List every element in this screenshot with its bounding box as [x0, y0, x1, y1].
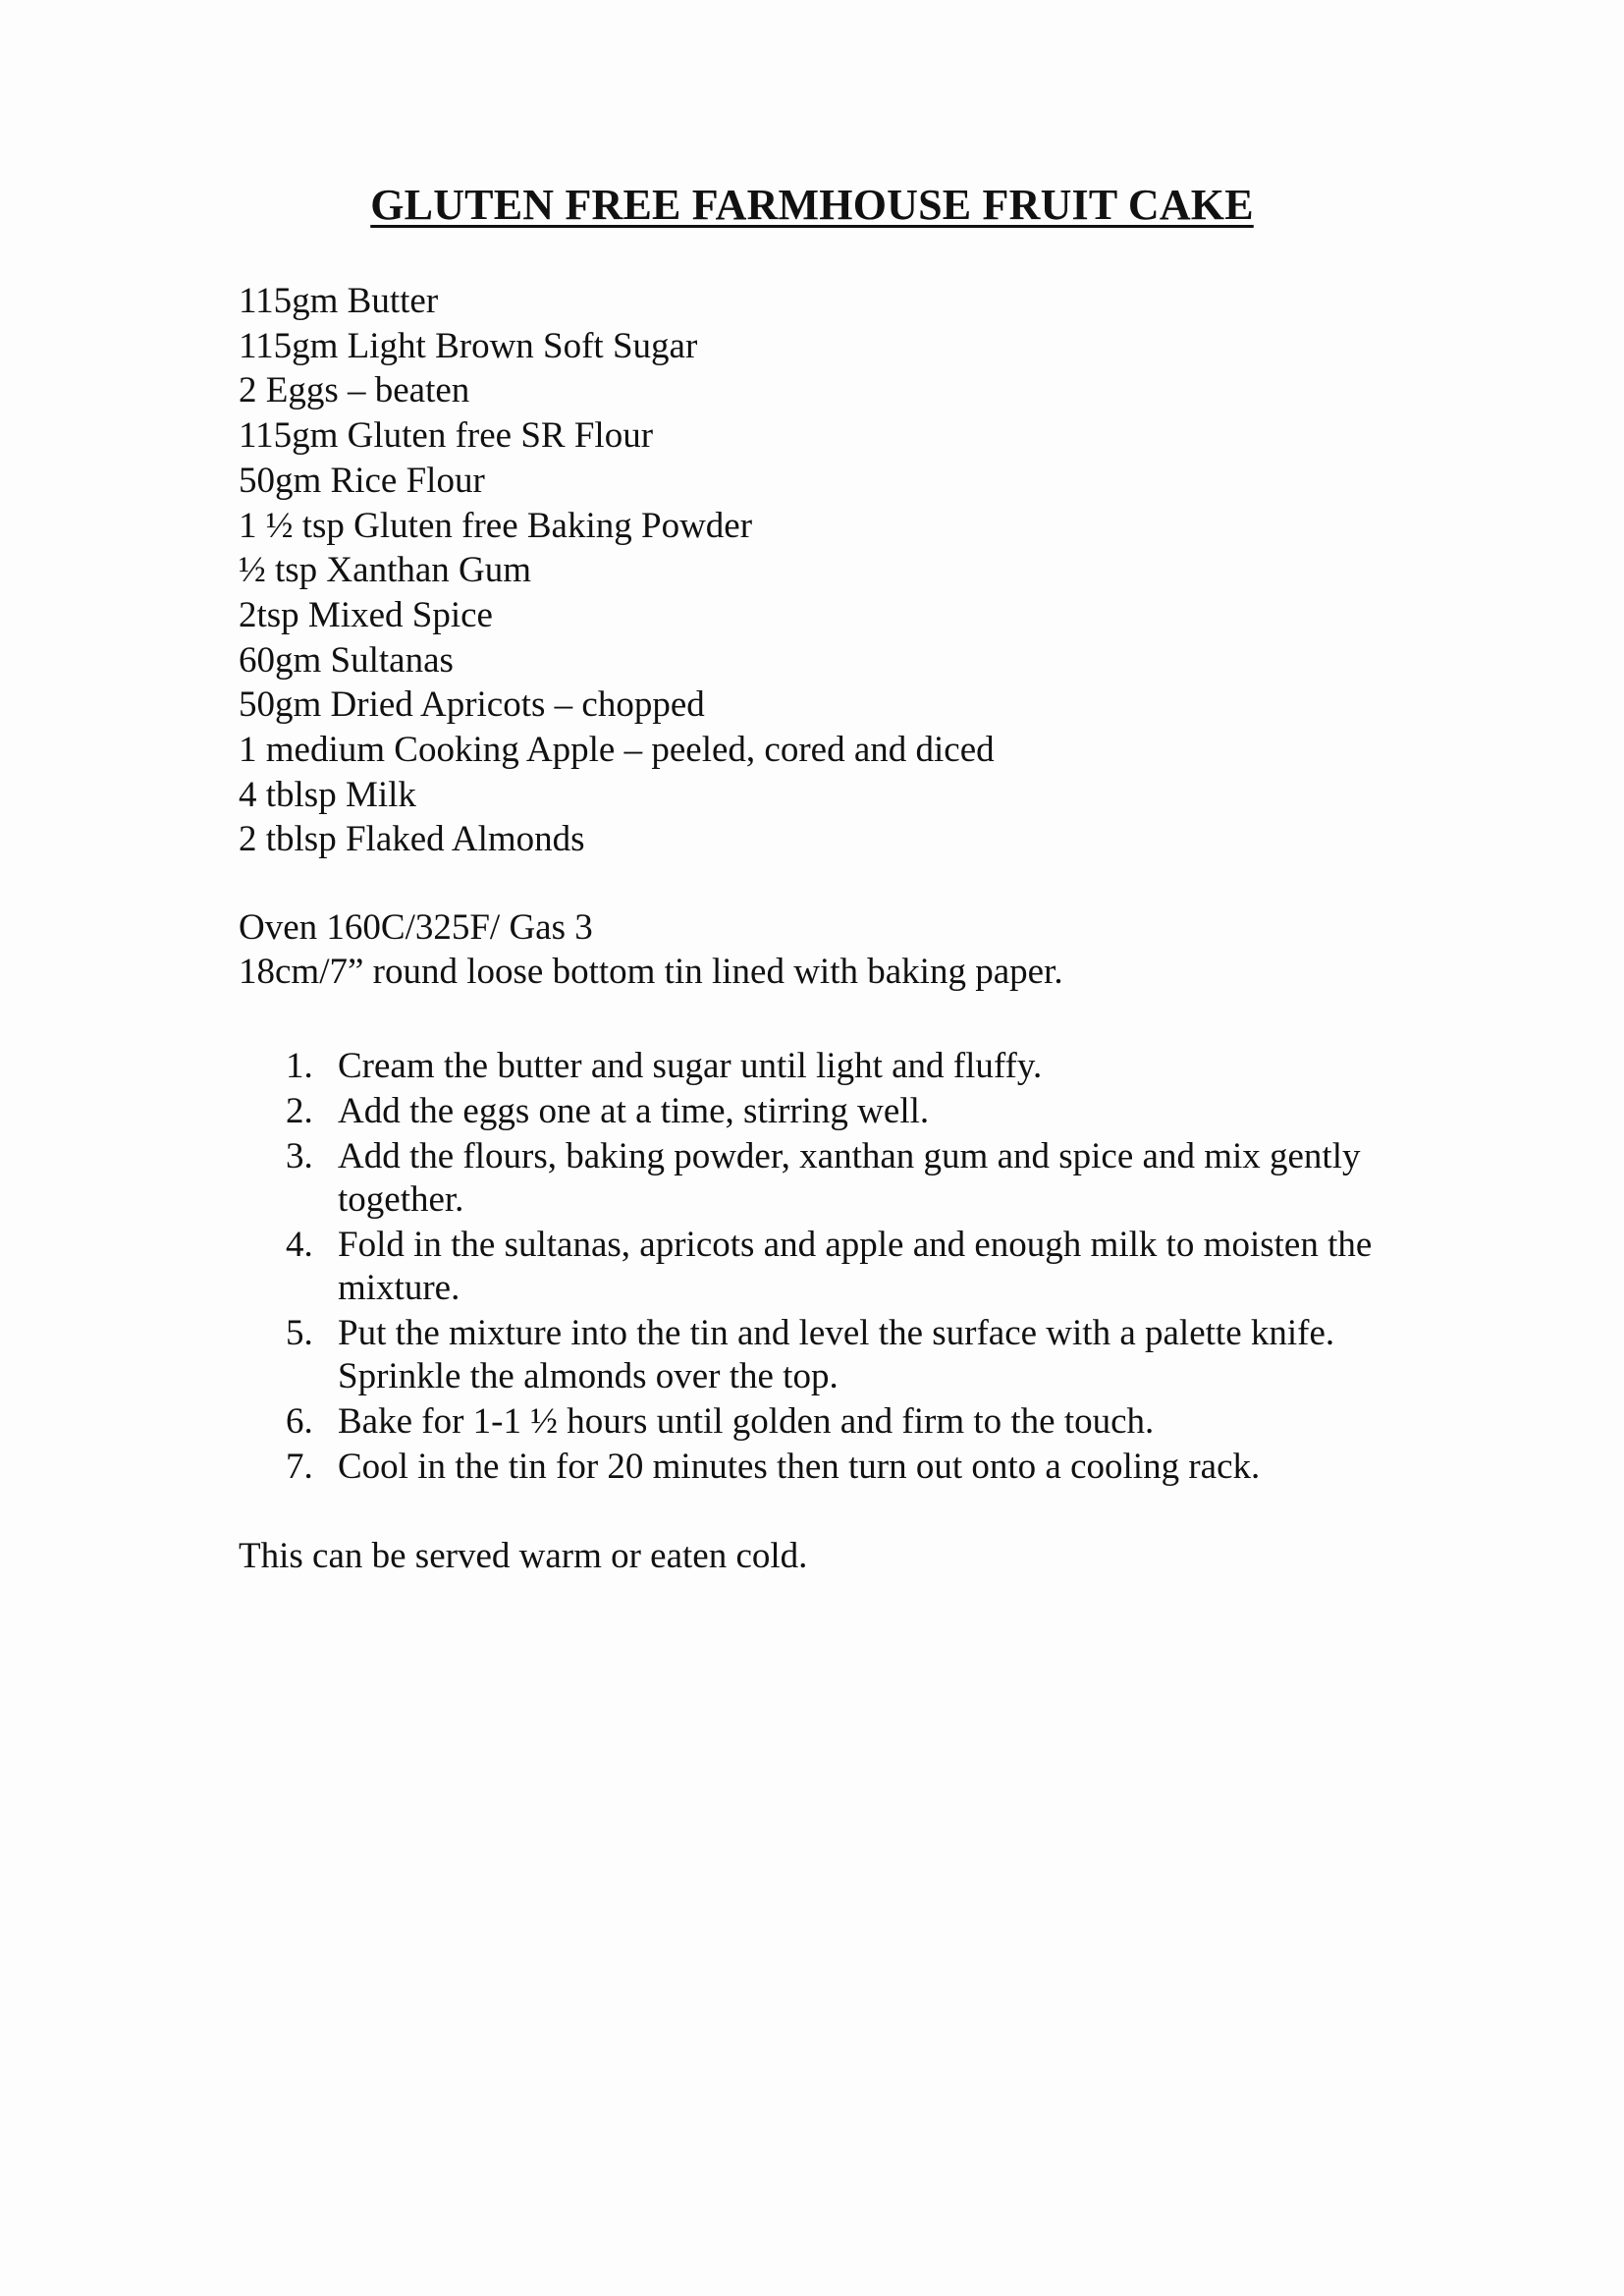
ingredient-item: 1 medium Cooking Apple – peeled, cored and diced	[239, 730, 995, 771]
step-number: 6.	[286, 1401, 313, 1442]
oven-temperature: Oven 160C/325F/ Gas 3	[239, 907, 593, 948]
ingredient-item: 50gm Dried Apricots – chopped	[239, 684, 705, 726]
step-number: 3.	[286, 1136, 313, 1176]
ingredient-item: 115gm Light Brown Soft Sugar	[239, 325, 698, 366]
step-text: Bake for 1-1 ½ hours until golden and firm to the touch.	[338, 1401, 1155, 1442]
step-number: 5.	[286, 1313, 313, 1353]
method-step	[239, 1045, 1436, 1088]
ingredient-item: 4 tblsp Milk	[239, 774, 416, 815]
step-number: 1.	[286, 1046, 313, 1086]
ingredient-item: ½ tsp Xanthan Gum	[239, 550, 532, 591]
oven-instructions	[239, 905, 1063, 994]
ingredient-item: 50gm Rice Flour	[239, 460, 485, 501]
method-step	[239, 1224, 1436, 1310]
ingredient-item: 60gm Sultanas	[239, 639, 454, 681]
method-step	[239, 1312, 1436, 1398]
step-number: 7.	[286, 1447, 313, 1487]
ingredient-item: 115gm Butter	[239, 281, 439, 321]
serving-note: This can be served warm or eaten cold.	[239, 1536, 808, 1576]
method-step	[239, 1135, 1436, 1222]
step-text: Cool in the tin for 20 minutes then turn out onto a cooling rack.	[338, 1447, 1261, 1487]
ingredient-item: 1 ½ tsp Gluten free Baking Powder	[239, 505, 753, 546]
method-list	[239, 1045, 1436, 1491]
recipe-title-text: GLUTEN FREE FARMHOUSE FRUIT CAKE	[370, 181, 1254, 229]
tin-description: 18cm/7” round loose bottom tin lined with baking paper.	[239, 952, 1063, 992]
step-text: Add the flours, baking powder, xanthan gum and spice and mix gently together.	[338, 1136, 1361, 1220]
recipe-title	[0, 180, 1624, 231]
step-number: 2.	[286, 1091, 313, 1131]
step-number: 4.	[286, 1225, 313, 1265]
method-step	[239, 1090, 1436, 1133]
ingredient-item: 2tsp Mixed Spice	[239, 594, 493, 635]
step-text: Add the eggs one at a time, stirring well.	[338, 1091, 930, 1131]
step-text: Cream the butter and sugar until light and fluffy.	[338, 1046, 1043, 1086]
method-step	[239, 1400, 1436, 1444]
method-step	[239, 1446, 1436, 1489]
step-text: Fold in the sultanas, apricots and apple and enough milk to moisten the mixture.	[338, 1225, 1373, 1308]
ingredient-item: 2 Eggs – beaten	[239, 370, 470, 411]
ingredient-list	[239, 279, 995, 862]
step-text: Put the mixture into the tin and level the surface with a palette knife. Sprinkle the almonds over the top.	[338, 1313, 1335, 1396]
ingredient-item: 2 tblsp Flaked Almonds	[239, 819, 585, 860]
ingredient-item: 115gm Gluten free SR Flour	[239, 415, 654, 457]
